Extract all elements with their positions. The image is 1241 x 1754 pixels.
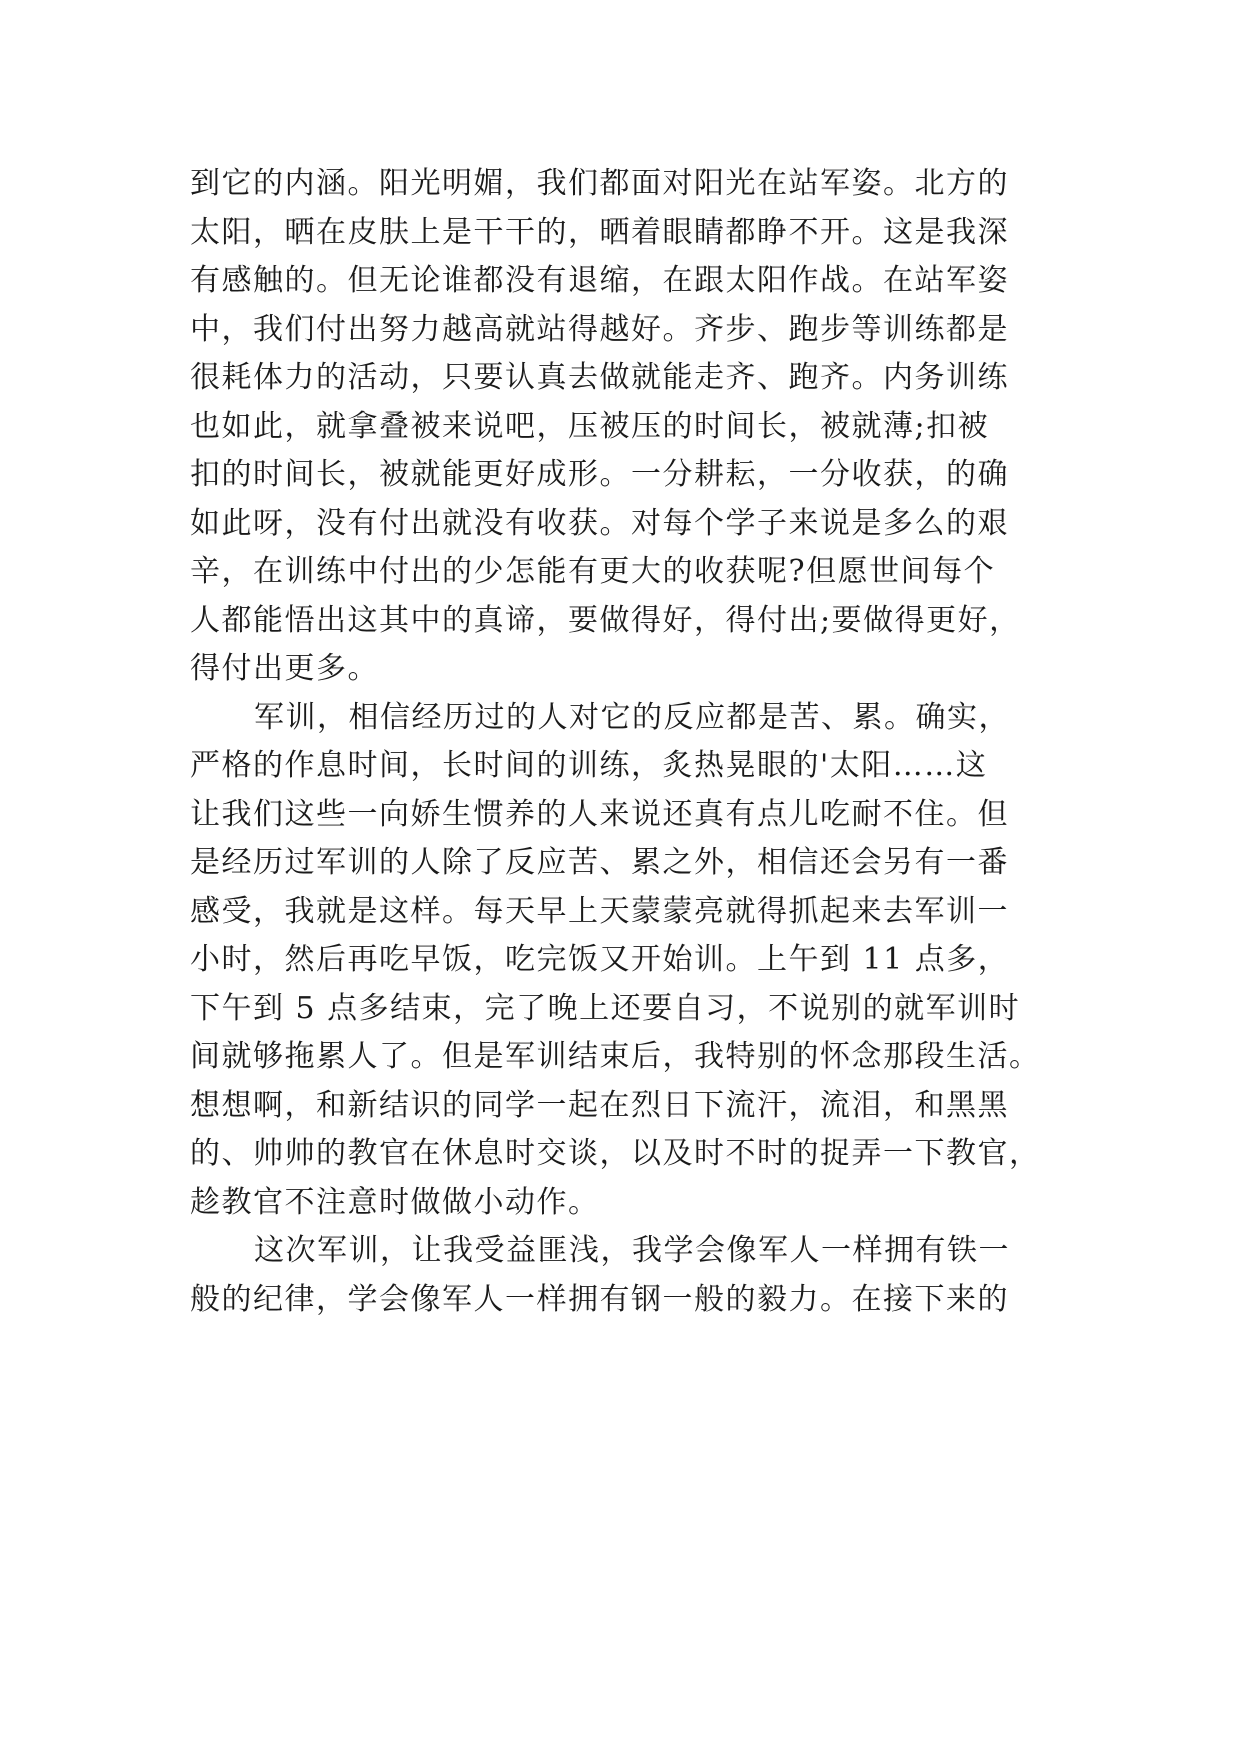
text-line: 太阳，晒在皮肤上是干干的，晒着眼睛都睁不开。这是我深 [190,214,1009,250]
text-line: 扣的时间长，被就能更好成形。一分耕耘，一分收获，的确 [190,457,1009,492]
text-line: 趁教官不注意时做做小动作。 [190,1184,600,1220]
text-line: 辛，在训练中付出的少怎能有更大的收获呢?但愿世间每个 [190,554,996,589]
text-line: 让我们这些一向娇生惯养的人来说还真有点儿吃耐不住。但 [190,796,1009,832]
text-line: 这次军训，让我受益匪浅，我学会像军人一样拥有铁一 [254,1233,1010,1268]
text-line: 般的纪律，学会像军人一样拥有钢一般的毅力。在接下来的 [190,1281,1009,1317]
text-line: 想想啊，和新结识的同学一起在烈日下流汗，流泪，和黑黑 [190,1087,1009,1123]
text-line: 人都能悟出这其中的真谛，要做得好，得付出;要做得更好， [190,602,1021,638]
body-text [190,160,1070,1324]
text-line: 间就够拖累人了。但是军训结束后，我特别的怀念那段生活。 [190,1039,1041,1074]
text-line: 也如此，就拿叠被来说吧，压被压的时间长，被就薄;扣被 [190,408,990,444]
text-line: 到它的内涵。阳光明媚，我们都面对阳光在站军姿。北方的 [190,166,1009,201]
text-line: 感受，我就是这样。每天早上天蒙蒙亮就得抓起来去军训一 [190,893,1009,929]
text-line: 有感触的。但无论谁都没有退缩，在跟太阳作战。在站军姿 [190,263,1009,298]
text-line: 小时，然后再吃早饭，吃完饭又开始训。上午到 11 点多， [190,942,1010,977]
text-line: 是经历过军训的人除了反应苦、累之外，相信还会另有一番 [190,845,1009,880]
text-line: 得付出更多。 [190,651,379,686]
text-line: 下午到 5 点多结束，完了晚上还要自习，不说别的就军训时 [190,990,1021,1026]
text-line: 如此呀，没有付出就没有收获。对每个学子来说是多么的艰 [190,505,1009,541]
text-line: 军训，相信经历过的人对它的反应都是苦、累。确实， [254,699,1010,735]
text-line: 严格的作息时间，长时间的训练，炙热晃眼的'太阳……这 [190,748,988,783]
text-line: 中，我们付出努力越高就站得越好。齐步、跑步等训练都是 [190,311,1009,347]
text-line: 的、帅帅的教官在休息时交谈，以及时不时的捉弄一下教官， [190,1136,1041,1171]
text-line: 很耗体力的活动，只要认真去做就能走齐、跑齐。内务训练 [190,360,1009,395]
